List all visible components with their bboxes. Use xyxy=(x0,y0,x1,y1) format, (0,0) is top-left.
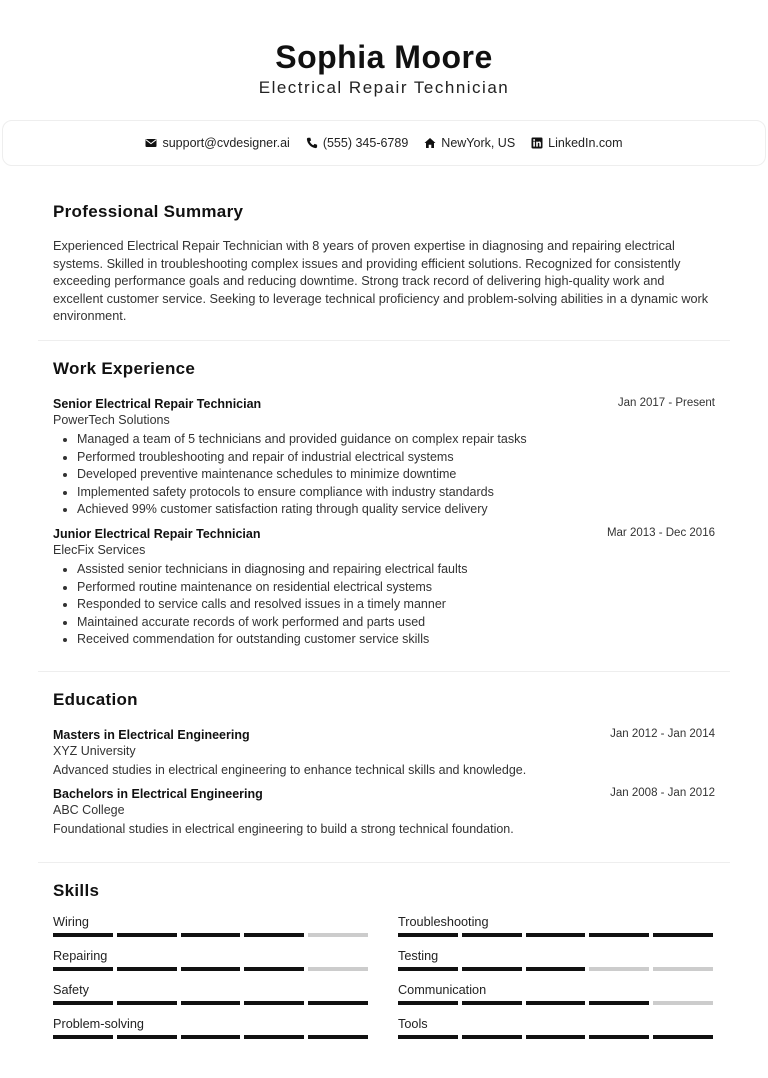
skill-level-segment-filled xyxy=(244,967,304,971)
skill-name: Testing xyxy=(398,948,439,963)
job-bullet: • Maintained accurate records of work performed and parts used xyxy=(77,614,715,632)
skill-level-segment-filled xyxy=(117,933,177,937)
skill-level-segment-filled xyxy=(308,1001,368,1005)
degree-title: Bachelors in Electrical Engineering xyxy=(53,786,263,801)
school-name: XYZ University xyxy=(53,743,136,758)
skill-level-segment-filled xyxy=(244,933,304,937)
skill-name: Safety xyxy=(53,982,89,997)
skill-level-segment-filled xyxy=(53,1001,113,1005)
phone-icon xyxy=(306,137,318,149)
contact-email-text: support@cvdesigner.ai xyxy=(162,136,290,150)
skill-level-segment-filled xyxy=(53,933,113,937)
linkedin-icon xyxy=(531,137,543,149)
job-bullet: • Implemented safety protocols to ensure compliance with industry standards xyxy=(77,484,715,502)
skill-name: Troubleshooting xyxy=(398,914,489,929)
skill-item xyxy=(53,983,368,1005)
skill-level-segment-filled xyxy=(462,1001,522,1005)
skill-name: Wiring xyxy=(53,914,89,929)
skill-level-segment-filled xyxy=(117,967,177,971)
skill-name: Repairing xyxy=(53,948,108,963)
skills-section xyxy=(38,863,730,1039)
skill-level-segment-empty xyxy=(653,1001,713,1005)
skill-level-segment-filled xyxy=(398,933,458,937)
skill-name: Tools xyxy=(398,1016,428,1031)
job-dates: Jan 2017 - Present xyxy=(617,396,715,409)
skill-level-segment-empty xyxy=(653,967,713,971)
job-bullet: • Responded to service calls and resolved issues in a timely manner xyxy=(77,596,715,614)
job-bullet: • Managed a team of 5 technicians and provided guidance on complex repair tasks xyxy=(77,431,715,449)
job-bullet: • Performed troubleshooting and repair of industrial electrical systems xyxy=(77,449,715,467)
skill-item xyxy=(53,915,368,937)
degree-dates: Jan 2012 - Jan 2014 xyxy=(610,727,715,740)
skill-level-segment-filled xyxy=(398,1035,458,1039)
contact-bar xyxy=(2,120,766,166)
skill-item xyxy=(398,949,713,971)
skill-level-segment-filled xyxy=(653,1035,713,1039)
degree-title: Masters in Electrical Engineering xyxy=(53,727,250,742)
degree-dates: Jan 2008 - Jan 2012 xyxy=(610,786,715,799)
degree-description: Foundational studies in electrical engineering to build a strong technical foundation. xyxy=(53,821,514,836)
contact-location xyxy=(424,136,515,150)
skill-level-segment-empty xyxy=(308,967,368,971)
education-entry xyxy=(53,728,715,777)
summary-section xyxy=(38,166,730,341)
skill-level-segment-filled xyxy=(462,933,522,937)
skill-level-segment-filled xyxy=(181,967,241,971)
skill-level-segment-filled xyxy=(589,933,649,937)
job-company: ElecFix Services xyxy=(53,542,146,557)
skill-level-segment-filled xyxy=(462,1035,522,1039)
skill-level-bar xyxy=(53,1001,368,1005)
skill-level-segment-filled xyxy=(53,967,113,971)
skill-level-segment-filled xyxy=(589,1035,649,1039)
job-role: Senior Electrical Repair Technician xyxy=(53,396,262,411)
skill-level-segment-filled xyxy=(117,1001,177,1005)
home-icon xyxy=(424,137,436,149)
skill-level-segment-filled xyxy=(526,1035,586,1039)
education-entry xyxy=(53,787,715,836)
skill-level-segment-filled xyxy=(181,933,241,937)
skill-level-segment-filled xyxy=(526,933,586,937)
skill-level-bar xyxy=(398,967,713,971)
skill-level-segment-filled xyxy=(589,1001,649,1005)
skill-item xyxy=(53,1017,368,1039)
contact-email[interactable] xyxy=(145,136,289,150)
skill-level-segment-empty xyxy=(589,967,649,971)
education-section xyxy=(38,672,730,863)
job-entry xyxy=(53,397,715,519)
job-company: PowerTech Solutions xyxy=(53,412,170,427)
skill-level-segment-filled xyxy=(244,1035,304,1039)
skill-item xyxy=(398,983,713,1005)
work-experience-section xyxy=(38,341,730,672)
job-bullet: • Performed routine maintenance on residential electrical systems xyxy=(77,579,715,597)
work-experience-heading: Work Experience xyxy=(53,358,196,378)
job-entry xyxy=(53,527,715,649)
job-bullets xyxy=(53,431,715,519)
skill-level-bar xyxy=(398,1035,713,1039)
skill-level-segment-filled xyxy=(526,967,586,971)
job-bullets xyxy=(53,561,715,649)
skill-level-segment-filled xyxy=(398,1001,458,1005)
skill-level-segment-empty xyxy=(308,933,368,937)
degree-description: Advanced studies in electrical engineering to enhance technical skills and knowledge. xyxy=(53,762,527,777)
skill-level-bar xyxy=(53,967,368,971)
envelope-icon xyxy=(145,137,157,149)
skill-item xyxy=(398,915,713,937)
contact-linkedin-text: LinkedIn.com xyxy=(548,136,623,150)
skill-level-segment-filled xyxy=(181,1035,241,1039)
skill-level-segment-filled xyxy=(117,1035,177,1039)
summary-text: Experienced Electrical Repair Technician with 8 years of proven expertise in diagnosing and repairing electrical systems. Skilled in troubleshooting complex issues and providing efficient solutions. Recognized for consistently exceeding performance goals and reducing downtime. Strong track record of delivering high-quality work and excellent customer service. Seeking to leverage technical proficiency and problem-solving abilities in a dynamic work environment. xyxy=(53,239,709,324)
skill-level-segment-filled xyxy=(462,967,522,971)
skill-level-segment-filled xyxy=(653,933,713,937)
job-bullet: • Achieved 99% customer satisfaction rating through quality service delivery xyxy=(77,501,715,519)
job-bullet: • Assisted senior technicians in diagnosing and repairing electrical faults xyxy=(77,561,715,579)
skill-name: Problem-solving xyxy=(53,1016,144,1031)
skill-level-segment-filled xyxy=(398,967,458,971)
skill-level-segment-filled xyxy=(308,1035,368,1039)
skills-grid xyxy=(53,915,715,1039)
job-bullet: • Received commendation for outstanding customer service skills xyxy=(77,631,715,649)
skill-item xyxy=(398,1017,713,1039)
candidate-title: Electrical Repair Technician xyxy=(258,78,510,97)
contact-location-text: NewYork, US xyxy=(441,136,516,150)
job-bullet: • Developed preventive maintenance schedules to minimize downtime xyxy=(77,466,715,484)
contact-phone[interactable] xyxy=(306,136,408,150)
skill-level-segment-filled xyxy=(181,1001,241,1005)
skill-name: Communication xyxy=(398,982,487,997)
education-heading: Education xyxy=(53,689,138,709)
skill-level-segment-filled xyxy=(244,1001,304,1005)
contact-linkedin[interactable] xyxy=(531,136,622,150)
skill-level-bar xyxy=(398,1001,713,1005)
skill-level-segment-filled xyxy=(526,1001,586,1005)
job-dates: Mar 2013 - Dec 2016 xyxy=(606,526,715,539)
summary-heading: Professional Summary xyxy=(53,202,244,221)
skill-level-segment-filled xyxy=(53,1035,113,1039)
job-role: Junior Electrical Repair Technician xyxy=(53,526,261,541)
skill-level-bar xyxy=(53,1035,368,1039)
resume-header xyxy=(0,0,768,98)
school-name: ABC College xyxy=(53,802,125,817)
skills-heading: Skills xyxy=(53,880,100,900)
candidate-name: Sophia Moore xyxy=(275,39,493,75)
skill-item xyxy=(53,949,368,971)
contact-phone-text: (555) 345-6789 xyxy=(322,136,409,150)
skill-level-bar xyxy=(53,933,368,937)
skill-level-bar xyxy=(398,933,713,937)
